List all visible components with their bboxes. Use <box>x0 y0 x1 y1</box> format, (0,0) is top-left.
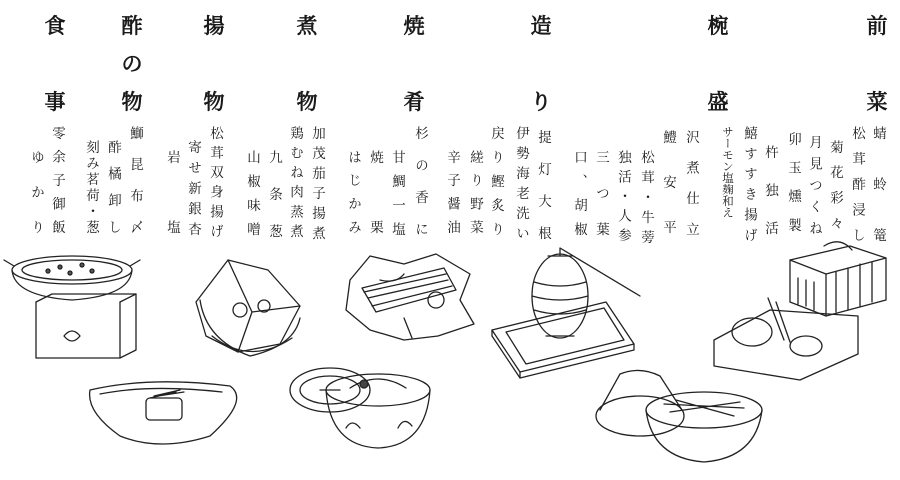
grilled-fish-on-leaf-plate-illustration <box>346 254 474 340</box>
menu-item: 岩 塩 <box>164 150 180 234</box>
course-char: 酢 <box>121 13 143 38</box>
dish-illustrations <box>0 240 900 480</box>
lantern-on-tray-illustration <box>492 248 640 378</box>
menu-item: 刻み茗荷・葱 <box>83 140 99 234</box>
leaf-covered-bowl-illustration <box>196 260 300 356</box>
menu-item: 戻り鰹炙り <box>488 126 504 236</box>
menu-item: 杵 独 活 <box>762 145 778 235</box>
menu-item: 提灯大根 <box>535 130 551 240</box>
basket-box-and-plate-illustration <box>714 242 886 380</box>
menu-item: 卯玉燻製 <box>785 132 801 232</box>
course-char: 事 <box>44 89 66 114</box>
course-char: 造 <box>530 13 552 38</box>
menu-item: 杉の香に <box>412 126 428 236</box>
menu-item: 松茸酢浸し <box>849 126 865 242</box>
course-char: 椀 <box>707 13 729 38</box>
course-char: 揚 <box>203 13 225 38</box>
fish-on-dish-illustration <box>90 382 237 444</box>
menu-item: 鰤昆布〆 <box>127 126 143 234</box>
course-char: の <box>121 51 143 76</box>
course-heading-agemono <box>199 14 229 114</box>
course-heading-tsukuri <box>526 14 556 114</box>
course-heading-wanmori <box>703 14 733 114</box>
course-char: 肴 <box>403 89 425 114</box>
course-char: 前 <box>866 13 888 38</box>
course-heading-sunomono <box>117 14 147 114</box>
lidded-soup-bowl-illustration <box>290 368 430 448</box>
menu-item: 寄せ新銀杏 <box>185 140 201 236</box>
course-char: 物 <box>121 89 143 114</box>
menu-item: 縒り野菜 <box>467 150 483 234</box>
menu-item: 加茂茄子揚煮 <box>309 126 325 240</box>
course-char: 食 <box>44 13 66 38</box>
menu-item: 九 条 葱 <box>266 150 282 238</box>
course-char: 物 <box>296 89 318 114</box>
course-char: 物 <box>203 89 225 114</box>
menu-item: 菊花彩々 <box>827 140 843 230</box>
course-heading-shokuji <box>40 14 70 114</box>
menu-item: はじかみ <box>345 150 361 234</box>
course-heading-zensai <box>862 14 892 114</box>
menu-item: 零余子御飯 <box>49 126 65 234</box>
menu-item: 伊勢海老洗い <box>513 126 529 240</box>
menu-item: サーモン塩麹和え <box>721 126 735 218</box>
course-heading-yakizakana <box>399 14 429 114</box>
menu-item: 独活・人参 <box>615 150 631 242</box>
menu-item: 辛子醤油 <box>444 150 460 234</box>
open-lid-bowl-illustration <box>596 370 762 462</box>
course-char: 盛 <box>707 89 729 114</box>
course-heading-nimono <box>292 14 322 114</box>
menu-item: 鶏むね肉蒸煮 <box>287 126 303 238</box>
menu-item: 鱧 安 平 <box>660 130 676 234</box>
menu-item: 松茸・牛蒡 <box>638 150 654 244</box>
menu-item: 酢橘卸し <box>105 140 121 234</box>
menu-item: 鱚すすき揚げ <box>741 126 757 242</box>
course-char: 焼 <box>403 13 425 38</box>
menu-item: 焼 栗 <box>367 150 383 234</box>
menu-item: 三 つ 葉 <box>593 150 609 236</box>
menu-item: 沢煮仕立 <box>683 130 699 236</box>
course-char: 煮 <box>296 13 318 38</box>
clay-pot-on-brazier-illustration <box>4 256 140 358</box>
course-char: り <box>530 89 552 114</box>
menu-item: 月見つくね <box>806 135 822 235</box>
menu-item: 松茸双身揚げ <box>207 126 223 238</box>
menu-item: ゆ か り <box>28 150 44 234</box>
course-char: 菜 <box>866 89 888 114</box>
menu-item: 山椒味噌 <box>244 150 260 236</box>
menu-item: 甘鯛一塩 <box>389 150 405 236</box>
menu-item: 蜻 蛉 篭 <box>870 126 886 242</box>
menu-item: 口、胡椒 <box>571 150 587 236</box>
